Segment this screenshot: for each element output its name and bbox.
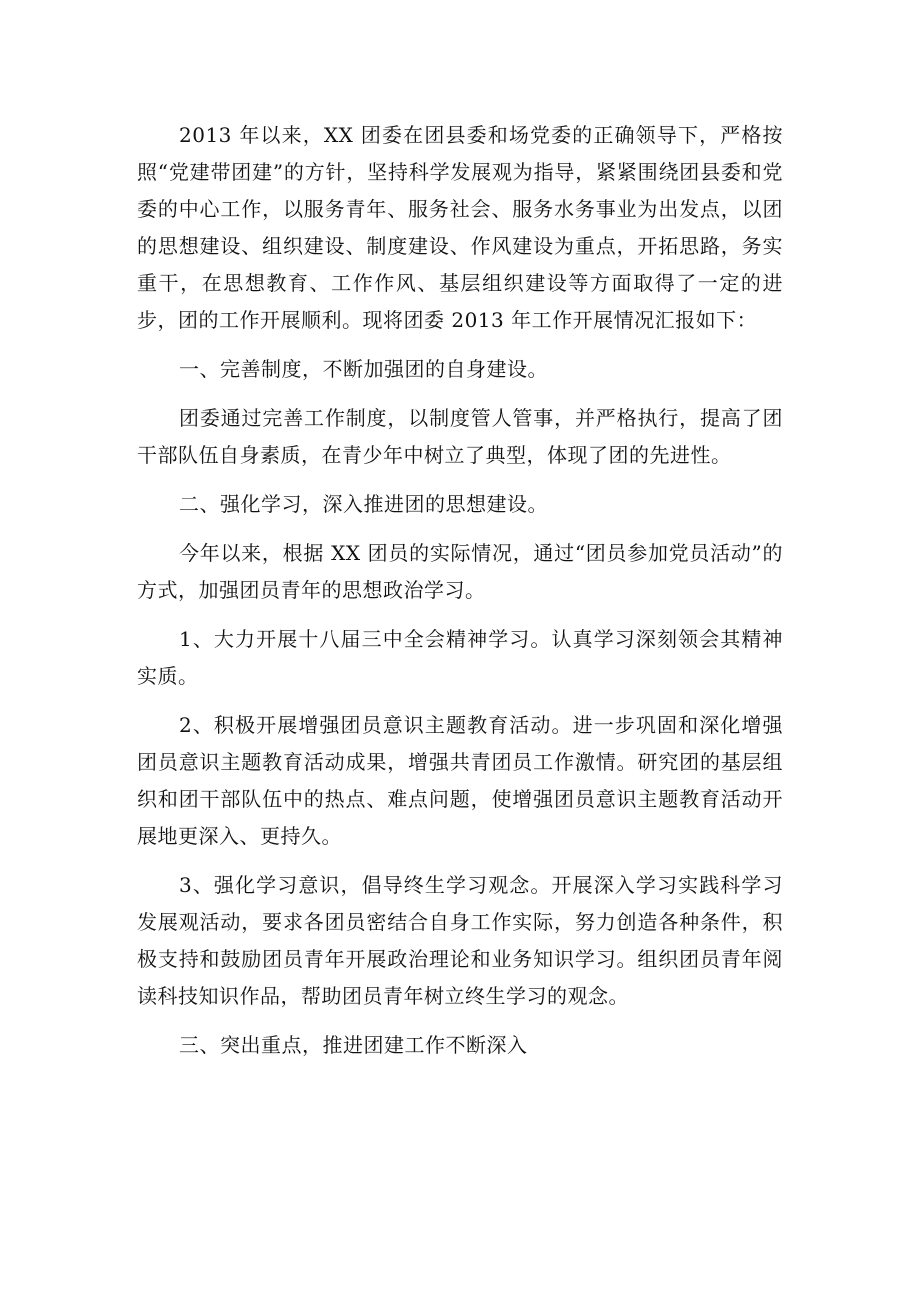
section-heading-1: 一、完善制度，不断加强团的自身建设。: [179, 357, 548, 381]
section-heading-3: 三、突出重点，推进团建工作不断深入: [179, 1033, 528, 1057]
document-page: [137, 117, 783, 1076]
list-item-3: 3、强化学习意识，倡导终生学习观念。开展深入学习实践科学习发展观活动，要求各团员密结合自身工作实际，努力创造各种条件，积极支持和鼓励团员青年开展政治理论和业务知识学习。组织团员青年阅读科技知识作品，帮助团员青年树立终生学习的观念。: [137, 873, 783, 1008]
section-heading-2: 二、强化学习，深入推进团的思想建设。: [179, 492, 548, 516]
list-item-1: 1、大力开展十八届三中全会精神学习。认真学习深刻领会其精神实质。: [137, 627, 783, 688]
section-2-paragraph: 今年以来，根据 XX 团员的实际情况，通过“团员参加党员活动”的方式，加强团员青年的思想政治学习。: [137, 541, 783, 602]
section-1-paragraph: 团委通过完善工作制度，以制度管人管事，并严格执行，提高了团干部队伍自身素质，在青少年中树立了典型，体现了团的先进性。: [137, 406, 783, 467]
list-item-2: 2、积极开展增强团员意识主题教育活动。进一步巩固和深化增强团员意识主题教育活动成果，增强共青团员工作激情。研究团的基层组织和团干部队伍中的热点、难点问题，使增强团员意识主题教育活动开展地更深入、更持久。: [137, 713, 783, 848]
intro-paragraph: 2013 年以来，XX 团委在团县委和场党委的正确领导下，严格按照“党建带团建”的方针，坚持科学发展观为指导，紧紧围绕团县委和党委的中心工作，以服务青年、服务社会、服务水务事业为出发点，以团的思想建设、组织建设、制度建设、作风建设为重点，开拓思路，务实重干，在思想教育、工作作风、基层组织建设等方面取得了一定的进步，团的工作开展顺利。现将团委 2013 年工作开展情况汇报如下：: [137, 123, 783, 332]
